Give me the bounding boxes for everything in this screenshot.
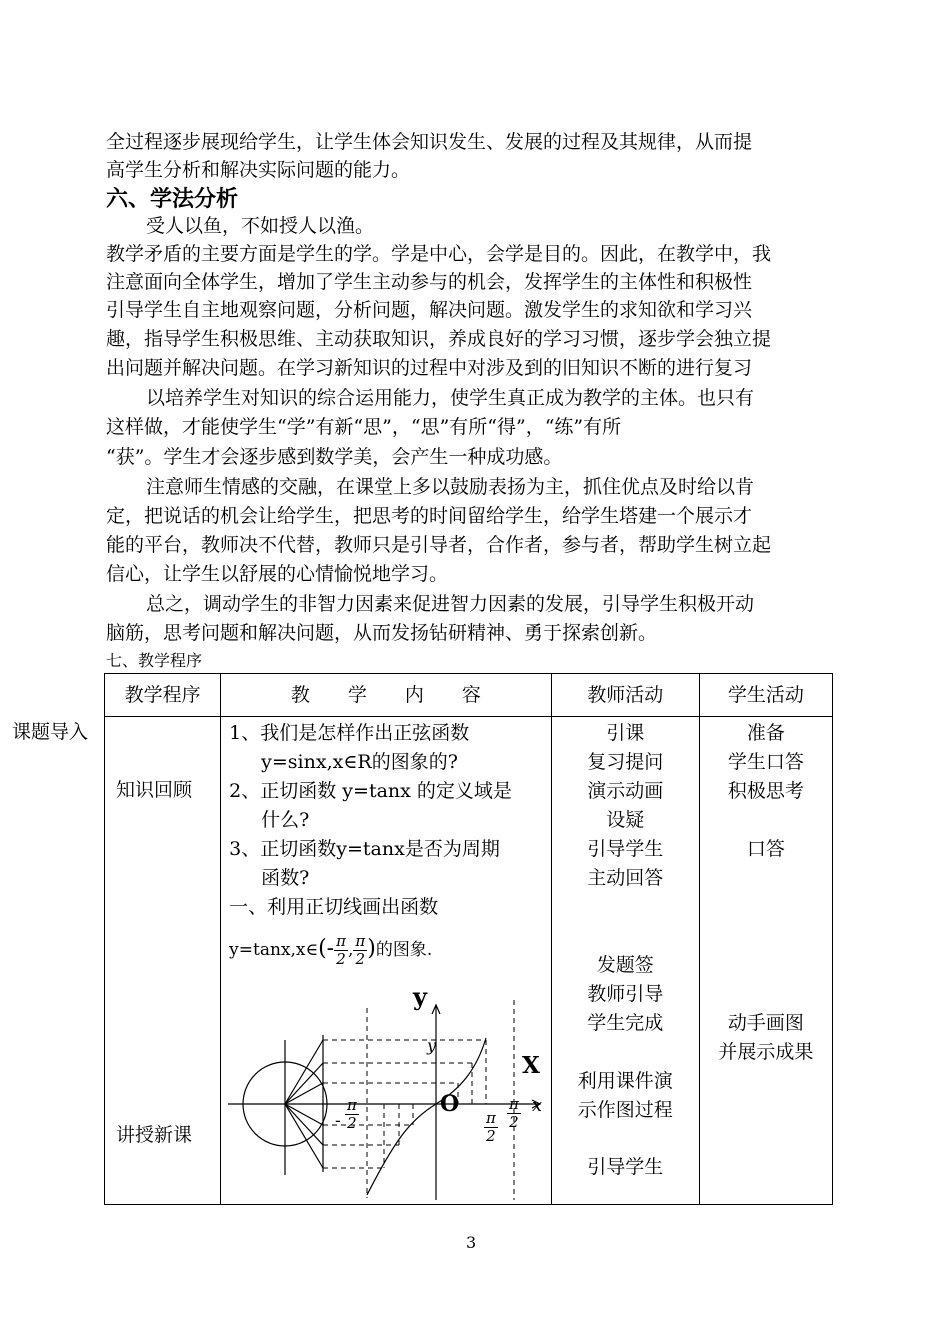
header-cell: 教学程序: [105, 674, 221, 717]
question-line: 3、正切函数y=tanx是否为周期: [229, 838, 500, 860]
interval-formula: [229, 933, 432, 968]
teacher-activity: 教师引导: [587, 983, 664, 1005]
page-number: 3: [466, 1233, 477, 1252]
fraction-numerator: π: [509, 1095, 519, 1113]
teacher-activity-cell: [551, 717, 699, 1205]
procedure-label: 讲授新课: [116, 1124, 193, 1146]
teacher-activity: 利用课件演: [577, 1070, 673, 1092]
pos-half-pi-label: [484, 1110, 498, 1145]
fraction-numerator: π: [347, 1096, 357, 1114]
table-row: [105, 717, 833, 1205]
fraction-denominator: 2: [336, 950, 346, 968]
question-line: 函数?: [261, 867, 310, 889]
paragraph-line: 趣，指导学生积极思维、主动获取知识，养成良好的学习习惯，逐步学会独立提: [106, 328, 772, 350]
paragraph-line: 能的平台，教师决不代替，教师只是引导者，合作者，参与者，帮助学生树立起: [106, 534, 772, 556]
formula-open-paren: (-: [318, 936, 335, 961]
question-line: 什么?: [261, 809, 310, 831]
table-header-row: [105, 674, 833, 717]
x-axis-small-label: x: [532, 1095, 543, 1116]
header-cell: 学生活动: [699, 674, 832, 717]
paragraph-line: 高学生分析和解决实际问题的能力。: [106, 159, 411, 181]
fraction-denominator: 2: [355, 950, 366, 968]
y-axis-small-label: y: [427, 1036, 437, 1055]
procedure-label: 知识回顾: [116, 779, 193, 801]
fraction-denominator: 2: [347, 1114, 357, 1132]
paragraph-line: 引导学生自主地观察问题，分析问题，解决问题。激发学生的求知欲和学习兴: [106, 299, 753, 321]
paragraph-line: 总之，调动学生的非智力因素来促进智力因素的发展，引导学生积极开动: [146, 593, 755, 615]
fraction: [334, 933, 348, 968]
teacher-activity: 引课: [606, 722, 645, 744]
teacher-activity: 主动回答: [587, 867, 664, 889]
fraction-denominator: 2: [486, 1127, 496, 1145]
teacher-activity: 示作图过程: [577, 1099, 673, 1121]
teacher-activity: 复习提问: [587, 751, 664, 773]
teaching-procedure-table: [12, 673, 833, 1205]
content-cell: [221, 717, 551, 1205]
paragraph-line: 注意面向全体学生，增加了学生主动参与的机会，发挥学生的主体性和积极性: [106, 271, 753, 293]
asymptote-label: [507, 1096, 521, 1131]
fraction: [353, 933, 367, 968]
fraction: [507, 1096, 521, 1131]
student-activity: 动手画图: [727, 1012, 804, 1034]
paragraph-line: 全过程逐步展现给学生，让学生体会知识发生、发展的过程及其规律，从而提: [106, 131, 753, 153]
x-axis-label: X: [522, 1052, 540, 1079]
section-line: 一、利用正切线画出函数: [229, 896, 439, 918]
paragraph-line: 信心，让学生以舒展的心情愉悦地学习。: [106, 563, 449, 585]
origin-label: O: [440, 1091, 460, 1117]
fraction: [345, 1097, 359, 1132]
fraction-numerator: π: [486, 1109, 496, 1127]
paragraph-line: 定，把说话的机会让给学生，把思考的时间留给学生，给学生塔建一个展示才: [106, 505, 753, 527]
formula-suffix: 的图象.: [375, 940, 433, 960]
teacher-activity: 发题签: [596, 954, 654, 976]
formula-close-paren: ): [367, 936, 376, 961]
paragraph-line: 注意师生情感的交融，在课堂上多以鼓励表扬为主，抓住优点及时给以肯: [146, 476, 755, 498]
fraction-denominator: 2: [509, 1113, 519, 1131]
fraction-numerator: π: [336, 932, 346, 950]
paragraph-line: 以培养学生对知识的综合运用能力，使学生真正成为教学的主体。也只有: [146, 387, 755, 409]
teacher-activity: 设疑: [606, 809, 645, 831]
student-activity: 准备: [746, 722, 785, 744]
formula-comma: ,: [347, 940, 354, 960]
procedure-cell: [12, 717, 221, 1205]
paragraph-line: 脑筋，思考问题和解决问题，从而发扬钻研精神、勇于探索创新。: [106, 622, 658, 644]
paragraph-line: “获”。学生才会逐步感到数学美，会产生一种成功感。: [106, 446, 563, 468]
teacher-activity: 引导学生: [587, 838, 664, 860]
fraction: [484, 1110, 498, 1145]
neg-sign: -: [335, 1111, 341, 1131]
teacher-activity: 引导学生: [587, 1156, 664, 1178]
paragraph-line: 教学矛盾的主要方面是学生的学。学是中心，会学是目的。因此，在教学中，我: [106, 243, 772, 265]
header-cell: 教师活动: [551, 674, 699, 717]
procedure-label: 课题导入: [12, 721, 89, 743]
student-activity-cell: [699, 717, 832, 1205]
student-activity: 口答: [746, 838, 785, 860]
question-line: 2、正切函数 y=tanx 的定义域是: [229, 780, 512, 802]
header-cell: 教 学 内 容: [221, 674, 551, 717]
fraction-numerator: π: [355, 932, 366, 950]
student-activity: 积极思考: [727, 780, 804, 802]
student-activity: 学生口答: [727, 751, 804, 773]
teacher-activity: 演示动画: [587, 780, 664, 802]
paragraph-line: 这样做，才能使学生“学”有新“思”，“思”有所“得”，“练”有所: [106, 416, 622, 438]
y-axis-label: y: [413, 982, 427, 1011]
paragraph-line: 受人以鱼，不如授人以渔。: [146, 215, 375, 237]
paragraph-line: 出问题并解决问题。在学习新知识的过程中对涉及到的旧知识不断的进行复习: [106, 357, 753, 379]
section-heading-7: 七、教学程序: [106, 651, 203, 670]
question-line: y=sinx,x∈R的图象的?: [261, 751, 458, 773]
section-heading-6: 六、学法分析: [106, 187, 239, 212]
formula-prefix: y=tanx,x∈: [229, 940, 319, 960]
question-line: 1、我们是怎样作出正弦函数: [229, 722, 470, 744]
teacher-activity: 学生完成: [587, 1012, 664, 1034]
student-activity: 并展示成果: [718, 1041, 814, 1063]
